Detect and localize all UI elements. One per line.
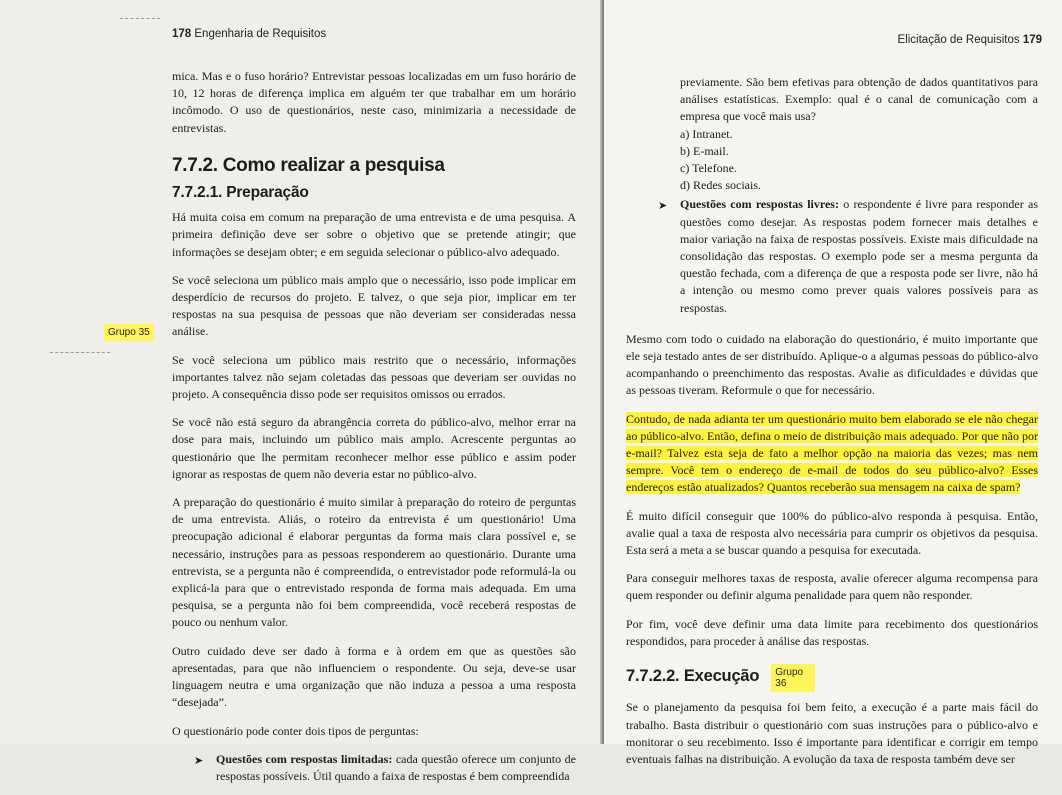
- bullet-limited-answers: [172, 751, 576, 785]
- section-title: 7.7.2. Como realizar a pesquisa: [172, 154, 445, 176]
- margin-mark: [120, 18, 160, 20]
- paragraph: Se você seleciona um público mais restrito que o necessário, informações importantes talvez não sejam coletadas das pessoas que deveriam ser ouvidas no projeto. A consequência disso pode ser requisitos omissos ou errados.: [172, 352, 576, 402]
- option-item: c) Telefone.: [680, 161, 737, 176]
- subsection-title-preparacao: 7.7.2.1. Preparação: [172, 184, 309, 202]
- bullet-term: Questões com respostas limitadas:: [216, 751, 393, 766]
- left-page-number: 178: [172, 28, 192, 40]
- highlighted-text: Contudo, de nada adianta ter um questionário muito bem elaborado se ele não chegar ao público-alvo. Então, defina o meio de distribuição mais adequado. Por que não por e-mail? Talvez esta seja de fato a melhor opção na maioria das vezes; mas nem sempre. Você tem o endereço de e-mail de todos do seu público-alvo? Esses endereços estão atualizados? Quantos receberão sua mensagem na caixa de spam?: [626, 411, 1038, 495]
- bullet-term: Questões com respostas livres:: [680, 197, 839, 212]
- right-text-column: [626, 74, 1038, 779]
- left-running-head-title: Engenharia de Requisitos: [194, 28, 327, 40]
- paragraph: Outro cuidado deve ser dado à forma e à ordem em que as questões são apresentadas, para que não influenciem o respondente. Ou seja, deve-se usar linguagem neutra e uma organização que não induza a pessoa a uma resposta “desejada”.: [172, 643, 576, 710]
- bullet-text: o respondente é livre para responder as questões como desejar. As respostas podem fornecer mais detalhes e maior variação na faixa de respostas possíveis. Existe mais dificuldade na consolidação das respostas. O exemplo pode ser a mesma pergunta da questão fechada, com a diferença de que a resposta pode ser livre, não há a intenção ou mesmo como prever quais valores possíveis para as respostas.: [680, 197, 1038, 315]
- right-running-header: [898, 34, 1042, 46]
- bullet-text: cada questão oferece um conjunto de respostas possíveis. Útil quando a faixa de respostas é bem compreendida: [216, 751, 576, 783]
- paragraph: Para conseguir melhores taxas de resposta, avalie oferecer alguma recompensa para quem responder ou definir alguma penalidade para quem não responder.: [626, 571, 1038, 603]
- option-item: a) Intranet.: [680, 126, 733, 141]
- paragraph: Mesmo com todo o cuidado na elaboração do questionário, é muito importante que ele seja testado antes de ser distribuído. Aplique-o a algumas pessoas do público-alvo acompanhando o preenchimento das respostas. Avalie as dificuldades e dúvidas que as pessoas tiveram. Reformule o que for necessário.: [626, 331, 1038, 398]
- option-item: d) Redes sociais.: [680, 178, 761, 193]
- right-page-number: 179: [1022, 34, 1042, 46]
- highlighted-paragraph: [626, 411, 1038, 497]
- intro-paragraph: mica. Mas e o fuso horário? Entrevistar pessoas localizadas em um fuso horário de 10, 12 horas de diferença implica em alguém ter que trabalhar em um horário incômodo. O uso de questionários, neste caso, minimizaria a necessidade de entrevistas.: [172, 69, 576, 135]
- bullet-free-answers: [626, 196, 1038, 316]
- continued-bullet-text: previamente. São bem efetivas para obtenção de dados quantitativos para análises estatísticas. Exemplo: qual é o canal de comunicação com a empresa que você mais usa?: [680, 75, 1038, 124]
- right-page: [604, 0, 1062, 766]
- left-text-column: [172, 68, 576, 795]
- paragraph: Há muita coisa em comum na preparação de uma entrevista e de uma pesquisa. A primeira definição deve ser sobre o objetivo que se pretende atingir; que informações se desejam obter; e em seguida selecionar o público-alvo adequado.: [172, 210, 576, 259]
- option-item: b) E-mail.: [680, 143, 729, 158]
- paragraph: Por fim, você deve definir uma data limite para recebimento dos questionários respondidos, para proceder à análise das respostas.: [626, 616, 1038, 648]
- margin-note-grupo-36: Grupo 36: [771, 664, 815, 692]
- arrow-bullet-icon: ➤: [194, 753, 204, 767]
- option-list: [680, 126, 1038, 195]
- subsection-title-execucao: 7.7.2.2. Execução: [626, 667, 760, 686]
- paragraph: Se você seleciona um público mais amplo que o necessário, isso pode implicar em desperdício de recursos do projeto. E talvez, o que seja pior, implicar em ter respostas na sua pesquisa de pessoas que não deveriam ser consideradas nessa análise.: [172, 272, 576, 339]
- paragraph: Se o planejamento da pesquisa foi bem feito, a execução é a parte mais fácil do trabalho. Basta distribuir o questionário com suas instruções para o público-alvo e monitorar o seu recebimento. Isso é importante para identificar e corrigir em tempo eventuais falhas na distribuição. A evolução da taxa de resposta também deve ser: [626, 700, 1038, 766]
- margin-dash: [50, 352, 110, 354]
- margin-note-grupo-35: Grupo 35: [104, 324, 154, 341]
- left-running-header: [172, 28, 326, 40]
- paragraph: Se você não está seguro da abrangência correta do público-alvo, melhor errar na dose para mais, incluindo um público mais amplo. Acrescente perguntas ao questionário que lhe permitam reconhecer melhor esse público e assim poder ignorar as respostas de quem não deveria estar no público-alvo.: [172, 415, 576, 481]
- paragraph: O questionário pode conter dois tipos de perguntas:: [172, 723, 419, 738]
- paragraph: A preparação do questionário é muito similar à preparação do roteiro de perguntas de uma entrevista. Aliás, o roteiro da entrevista é um questionário! Uma preocupação adicional é elaborar perguntas da forma mais clara possível e, se necessário, instruções para as pessoas responderem ao questionário. Durante uma entrevista, se a pergunta não é compreendida, o entrevistador pode reformulá-la ou explicá-la para que o entrevistado responda de forma mais adequada. Em uma pesquisa, se a pergunta não foi bem compreendida, você receberá respostas de pouco ou nenhum valor.: [172, 495, 576, 630]
- paragraph: É muito difícil conseguir que 100% do público-alvo responda à pesquisa. Então, avalie qual a taxa de resposta alvo necessária para cumprir os objetivos da pesquisa. Esta será a meta a se buscar quando a pesquisa for executada.: [626, 508, 1038, 558]
- arrow-bullet-icon: ➤: [658, 199, 668, 213]
- right-running-head-title: Elicitação de Requisitos: [897, 34, 1020, 46]
